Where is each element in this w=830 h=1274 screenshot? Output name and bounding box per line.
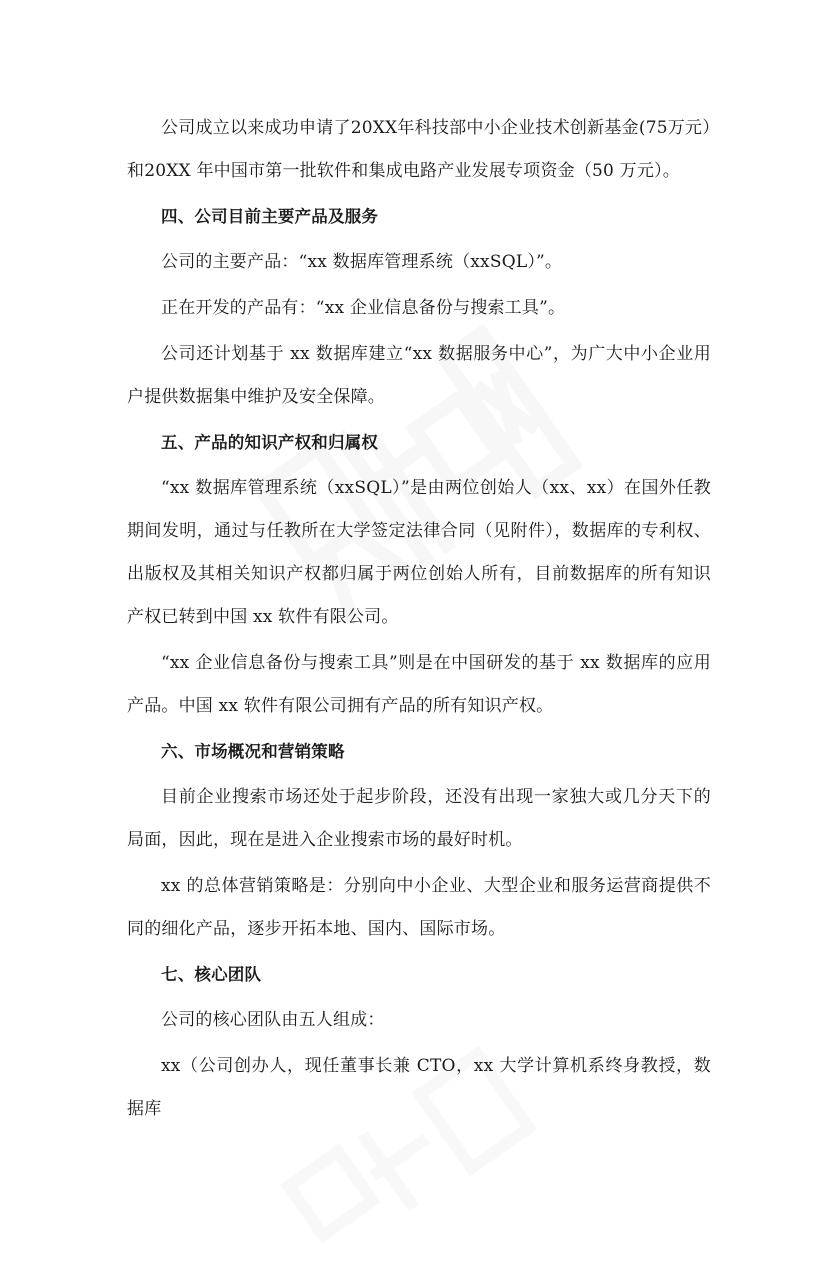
section-heading: 五、产品的知识产权和归属权 [161,433,379,452]
paragraph: 公司成立以来成功申请了20XX年科技部中小企业技术创新基金(75万元）和20XX 年中国市第一批软件和集成电路产业发展专项资金（50 万元）。 [127,118,711,181]
paragraph: 公司的核心团队由五人组成： [161,1010,385,1030]
paragraph: “xx 数据库管理系统（xxSQL）”是由两位创始人（xx、xx）在国外任教期间发明，通过与任教所在大学签定法律合同（见附件），数据库的专利权、出版权及其相关知识产权都归属于两位创始人所有，目前数据库的所有知识产权已转到中国 xx 软件有限公司。 [127,478,711,627]
paragraph: xx 的总体营销策略是：分别向中小企业、大型企业和服务运营商提供不同的细化产品，逐步开拓本地、国内、国际市场。 [127,876,711,939]
section-heading: 四、公司目前主要产品及服务 [161,207,379,226]
section-heading: 七、核心团队 [161,965,262,984]
paragraph: 公司还计划基于 xx 数据库建立“xx 数据服务中心”，为广大中小企业用户提供数据集中维护及安全保障。 [127,344,711,407]
paragraph: 目前企业搜索市场还处于起步阶段，还没有出现一家独大或几分天下的局面，因此，现在是进入企业搜索市场的最好时机。 [127,787,711,850]
paragraph: xx（公司创办人，现任董事长兼 CTO，xx 大学计算机系终身教授，数据库 [127,1056,711,1119]
paragraph: “xx 企业信息备份与搜索工具”则是在中国研发的基于 xx 数据库的应用产品。中国 xx 软件有限公司拥有产品的所有知识产权。 [127,653,711,716]
section-heading: 六、市场概况和营销策略 [161,742,345,761]
document-body [127,107,711,1131]
paragraph: 正在开发的产品有：“xx 企业信息备份与搜索工具”。 [161,298,566,318]
paragraph: 公司的主要产品：“xx 数据库管理系统（xxSQL）”。 [161,252,563,272]
